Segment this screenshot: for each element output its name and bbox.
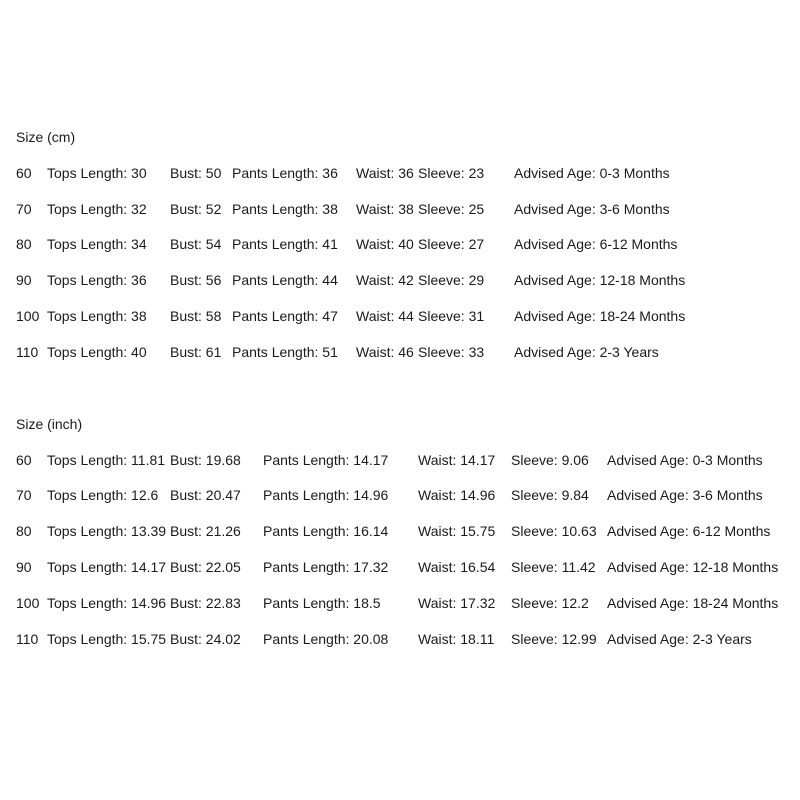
- advised-age-cell: Advised Age: 0-3 Months: [514, 165, 670, 181]
- waist-cell: Waist: 14.96: [418, 487, 496, 503]
- pants-length-cell: Pants Length: 14.96: [263, 487, 389, 503]
- pants-length-cell: Pants Length: 18.5: [263, 595, 381, 611]
- sleeve-cell: Sleeve: 27: [418, 236, 485, 252]
- size-cell: 70: [16, 487, 32, 503]
- section-title-cm: Size (cm): [16, 129, 76, 145]
- bust-cell: Bust: 61: [170, 344, 222, 360]
- table-row: [0, 344, 800, 360]
- tops-length-cell: Tops Length: 34: [47, 236, 147, 252]
- table-row: [0, 201, 800, 217]
- tops-length-cell: Tops Length: 40: [47, 344, 147, 360]
- table-row: [0, 523, 800, 539]
- table-row: [0, 487, 800, 503]
- table-row: [0, 308, 800, 324]
- size-cell: 80: [16, 236, 32, 252]
- advised-age-cell: Advised Age: 18-24 Months: [514, 308, 686, 324]
- waist-cell: Waist: 46: [356, 344, 414, 360]
- waist-cell: Waist: 40: [356, 236, 414, 252]
- sleeve-cell: Sleeve: 12.2: [511, 595, 589, 611]
- size-cell: 110: [16, 344, 39, 360]
- table-row: [0, 559, 800, 575]
- pants-length-cell: Pants Length: 16.14: [263, 523, 389, 539]
- bust-cell: Bust: 19.68: [170, 452, 241, 468]
- size-cell: 90: [16, 272, 32, 288]
- tops-length-cell: Tops Length: 13.39: [47, 523, 167, 539]
- sleeve-cell: Sleeve: 9.84: [511, 487, 589, 503]
- bust-cell: Bust: 24.02: [170, 631, 241, 647]
- table-row: [0, 452, 800, 468]
- sleeve-cell: Sleeve: 33: [418, 344, 485, 360]
- advised-age-cell: Advised Age: 2-3 Years: [514, 344, 659, 360]
- tops-length-cell: Tops Length: 36: [47, 272, 147, 288]
- table-row: [0, 165, 800, 181]
- pants-length-cell: Pants Length: 36: [232, 165, 338, 181]
- section-title-inch: Size (inch): [16, 416, 83, 432]
- size-cell: 70: [16, 201, 32, 217]
- advised-age-cell: Advised Age: 12-18 Months: [514, 272, 686, 288]
- size-cell: 60: [16, 452, 32, 468]
- sleeve-cell: Sleeve: 23: [418, 165, 485, 181]
- bust-cell: Bust: 22.05: [170, 559, 241, 575]
- advised-age-cell: Advised Age: 0-3 Months: [607, 452, 763, 468]
- advised-age-cell: Advised Age: 18-24 Months: [607, 595, 779, 611]
- bust-cell: Bust: 52: [170, 201, 222, 217]
- sleeve-cell: Sleeve: 11.42: [511, 559, 596, 575]
- advised-age-cell: Advised Age: 6-12 Months: [514, 236, 678, 252]
- pants-length-cell: Pants Length: 38: [232, 201, 338, 217]
- waist-cell: Waist: 17.32: [418, 595, 496, 611]
- table-row: [0, 236, 800, 252]
- waist-cell: Waist: 18.11: [418, 631, 495, 647]
- advised-age-cell: Advised Age: 6-12 Months: [607, 523, 771, 539]
- waist-cell: Waist: 14.17: [418, 452, 496, 468]
- pants-length-cell: Pants Length: 17.32: [263, 559, 389, 575]
- advised-age-cell: Advised Age: 3-6 Months: [607, 487, 763, 503]
- pants-length-cell: Pants Length: 14.17: [263, 452, 389, 468]
- size-cell: 100: [16, 595, 40, 611]
- size-cell: 80: [16, 523, 32, 539]
- tops-length-cell: Tops Length: 30: [47, 165, 147, 181]
- bust-cell: Bust: 56: [170, 272, 222, 288]
- bust-cell: Bust: 20.47: [170, 487, 241, 503]
- size-cell: 110: [16, 631, 39, 647]
- waist-cell: Waist: 15.75: [418, 523, 496, 539]
- waist-cell: Waist: 42: [356, 272, 414, 288]
- sleeve-cell: Sleeve: 9.06: [511, 452, 589, 468]
- waist-cell: Waist: 38: [356, 201, 414, 217]
- bust-cell: Bust: 58: [170, 308, 222, 324]
- pants-length-cell: Pants Length: 47: [232, 308, 338, 324]
- sleeve-cell: Sleeve: 12.99: [511, 631, 597, 647]
- tops-length-cell: Tops Length: 15.75: [47, 631, 167, 647]
- bust-cell: Bust: 50: [170, 165, 222, 181]
- tops-length-cell: Tops Length: 14.17: [47, 559, 167, 575]
- table-row: [0, 595, 800, 611]
- tops-length-cell: Tops Length: 38: [47, 308, 147, 324]
- sleeve-cell: Sleeve: 10.63: [511, 523, 597, 539]
- tops-length-cell: Tops Length: 11.81: [47, 452, 166, 468]
- advised-age-cell: Advised Age: 2-3 Years: [607, 631, 752, 647]
- waist-cell: Waist: 16.54: [418, 559, 496, 575]
- sleeve-cell: Sleeve: 29: [418, 272, 485, 288]
- tops-length-cell: Tops Length: 14.96: [47, 595, 167, 611]
- pants-length-cell: Pants Length: 20.08: [263, 631, 389, 647]
- size-cell: 90: [16, 559, 32, 575]
- pants-length-cell: Pants Length: 44: [232, 272, 338, 288]
- bust-cell: Bust: 21.26: [170, 523, 241, 539]
- size-cell: 100: [16, 308, 40, 324]
- table-row: [0, 631, 800, 647]
- tops-length-cell: Tops Length: 12.6: [47, 487, 159, 503]
- table-row: [0, 272, 800, 288]
- sleeve-cell: Sleeve: 25: [418, 201, 485, 217]
- waist-cell: Waist: 44: [356, 308, 414, 324]
- advised-age-cell: Advised Age: 12-18 Months: [607, 559, 779, 575]
- tops-length-cell: Tops Length: 32: [47, 201, 147, 217]
- advised-age-cell: Advised Age: 3-6 Months: [514, 201, 670, 217]
- sleeve-cell: Sleeve: 31: [418, 308, 485, 324]
- bust-cell: Bust: 54: [170, 236, 222, 252]
- pants-length-cell: Pants Length: 51: [232, 344, 338, 360]
- bust-cell: Bust: 22.83: [170, 595, 241, 611]
- waist-cell: Waist: 36: [356, 165, 414, 181]
- pants-length-cell: Pants Length: 41: [232, 236, 338, 252]
- size-cell: 60: [16, 165, 32, 181]
